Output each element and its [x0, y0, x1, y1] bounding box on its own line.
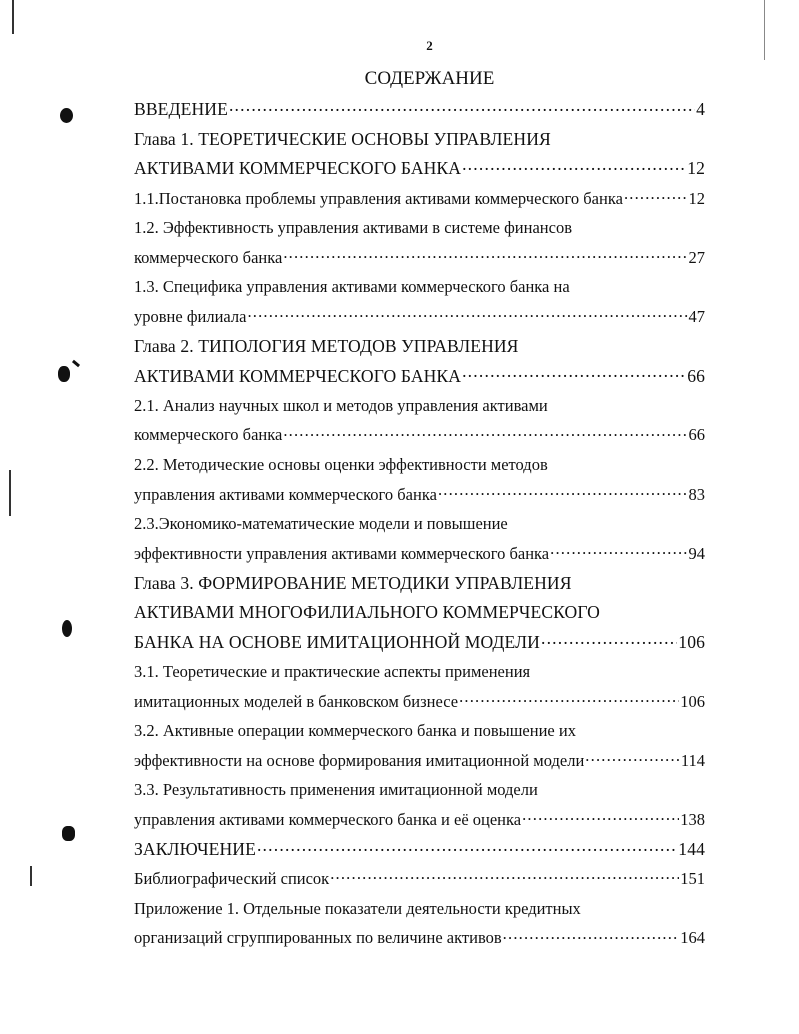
- toc-entry-text: Глава 1. ТЕОРЕТИЧЕСКИЕ ОСНОВЫ УПРАВЛЕНИЯ: [134, 128, 551, 149]
- toc-entry: [134, 213, 705, 243]
- dot-leader: [330, 864, 679, 884]
- toc-entry: [134, 835, 705, 865]
- punch-hole-mark: [60, 108, 73, 123]
- toc-entry-text: коммерческого банка: [134, 247, 283, 267]
- toc-entry-text: 1.2. Эффективность управления активами в системе финансов: [134, 218, 572, 238]
- toc-entry-text: Глава 3. ФОРМИРОВАНИЕ МЕТОДИКИ УПРАВЛЕНИЯ: [134, 572, 572, 593]
- dot-leader: [462, 154, 686, 175]
- toc-entry-page: 4: [696, 99, 705, 120]
- table-of-contents: [134, 95, 705, 953]
- toc-entry: [134, 539, 705, 569]
- dot-leader: [550, 539, 687, 559]
- toc-entry-page: 83: [688, 484, 705, 504]
- toc-entry: [134, 924, 705, 954]
- dot-leader: [462, 361, 686, 382]
- toc-entry-text: ВВЕДЕНИЕ: [134, 99, 228, 120]
- dot-leader: [585, 746, 680, 766]
- dot-leader: [283, 421, 687, 441]
- toc-entry-text: АКТИВАМИ КОММЕРЧЕСКОГО БАНКА: [134, 365, 462, 386]
- toc-entry: [134, 776, 705, 806]
- toc-entry: [134, 95, 705, 125]
- toc-entry-text: 2.1. Анализ научных школ и методов управления активами: [134, 395, 548, 415]
- toc-entry: [134, 716, 705, 746]
- toc-entry: [134, 391, 705, 421]
- toc-entry-page: 138: [680, 810, 705, 830]
- toc-entry: [134, 154, 705, 184]
- dot-leader: [624, 184, 688, 204]
- dot-leader: [522, 805, 679, 825]
- dot-leader: [257, 835, 677, 856]
- toc-entry-text: 3.3. Результативность применения имитационной модели: [134, 780, 538, 800]
- toc-entry: [134, 450, 705, 480]
- toc-entry-text: уровне филиала: [134, 306, 247, 326]
- toc-entry-page: 144: [678, 839, 705, 860]
- toc-entry-text: Глава 2. ТИПОЛОГИЯ МЕТОДОВ УПРАВЛЕНИЯ: [134, 336, 519, 357]
- toc-entry: [134, 421, 705, 451]
- scan-edge-line: [12, 0, 14, 34]
- toc-entry: [134, 569, 705, 599]
- toc-entry-text: БАНКА НА ОСНОВЕ ИМИТАЦИОННОЙ МОДЕЛИ: [134, 631, 540, 652]
- punch-hole-mark: [62, 826, 75, 841]
- toc-entry-text: имитационных моделей в банковском бизнесе: [134, 691, 459, 711]
- toc-entry-page: 114: [680, 750, 705, 770]
- toc-entry-page: 12: [687, 158, 705, 179]
- toc-entry: [134, 273, 705, 303]
- toc-entry: [134, 894, 705, 924]
- toc-entry-text: коммерческого банка: [134, 425, 283, 445]
- toc-entry-page: 66: [688, 425, 705, 445]
- dot-leader: [283, 243, 687, 263]
- dot-leader: [229, 95, 695, 116]
- dot-leader: [459, 687, 679, 707]
- toc-entry-text: эффективности управления активами коммерческого банка: [134, 543, 550, 563]
- punch-hole-mark: [62, 620, 72, 637]
- toc-entry-page: 94: [688, 543, 705, 563]
- toc-entry-page: 106: [678, 631, 705, 652]
- toc-entry-text: 3.2. Активные операции коммерческого банка и повышение их: [134, 721, 576, 741]
- punch-hole-mark: [72, 360, 80, 367]
- toc-entry-text: ЗАКЛЮЧЕНИЕ: [134, 839, 256, 860]
- toc-entry-text: Библиографический список: [134, 869, 330, 889]
- toc-entry-text: Приложение 1. Отдельные показатели деятельности кредитных: [134, 898, 581, 918]
- toc-entry-text: организаций сгруппированных по величине активов: [134, 928, 502, 948]
- toc-entry: [134, 805, 705, 835]
- toc-entry-page: 66: [687, 365, 705, 386]
- punch-hole-mark: [58, 366, 70, 382]
- toc-entry: [134, 746, 705, 776]
- toc-entry-text: эффективности на основе формирования имитационной модели: [134, 750, 585, 770]
- toc-entry-page: 151: [680, 869, 705, 889]
- dot-leader: [541, 628, 677, 649]
- scan-edge-line: [764, 0, 765, 60]
- toc-entry: [134, 480, 705, 510]
- dot-leader: [247, 302, 687, 322]
- toc-entry-text: 1.3. Специфика управления активами коммерческого банка на: [134, 277, 570, 297]
- toc-entry-page: 106: [680, 691, 705, 711]
- toc-entry-text: 2.2. Методические основы оценки эффективности методов: [134, 454, 548, 474]
- toc-entry: [134, 184, 705, 214]
- page-number: 2: [426, 38, 433, 53]
- toc-entry-text: АКТИВАМИ КОММЕРЧЕСКОГО БАНКА: [134, 158, 462, 179]
- toc-entry-page: 27: [688, 247, 705, 267]
- dot-leader: [438, 480, 688, 500]
- toc-entry-page: 47: [688, 306, 705, 326]
- toc-entry: [134, 302, 705, 332]
- toc-entry-page: 164: [680, 928, 705, 948]
- page-title: СОДЕРЖАНИЕ: [364, 68, 495, 89]
- toc-entry: [134, 243, 705, 273]
- toc-entry-page: 12: [688, 188, 705, 208]
- scan-edge-line: [9, 470, 11, 516]
- dot-leader: [503, 924, 680, 944]
- toc-entry-text: АКТИВАМИ МНОГОФИЛИАЛЬНОГО КОММЕРЧЕСКОГО: [134, 602, 600, 623]
- toc-entry: [134, 509, 705, 539]
- toc-entry: [134, 598, 705, 628]
- toc-entry-text: управления активами коммерческого банка: [134, 484, 437, 504]
- toc-entry-text: 1.1.Постановка проблемы управления активами коммерческого банка: [134, 188, 623, 208]
- toc-entry: [134, 687, 705, 717]
- toc-entry: [134, 332, 705, 362]
- toc-entry: [134, 864, 705, 894]
- toc-entry: [134, 125, 705, 155]
- toc-entry: [134, 361, 705, 391]
- toc-entry: [134, 628, 705, 658]
- scan-edge-line: [30, 866, 32, 886]
- toc-entry-text: 2.3.Экономико-математические модели и повышение: [134, 514, 508, 534]
- toc-entry: [134, 657, 705, 687]
- toc-entry-text: 3.1. Теоретические и практические аспекты применения: [134, 662, 531, 682]
- toc-entry-text: управления активами коммерческого банка и её оценка: [134, 810, 522, 830]
